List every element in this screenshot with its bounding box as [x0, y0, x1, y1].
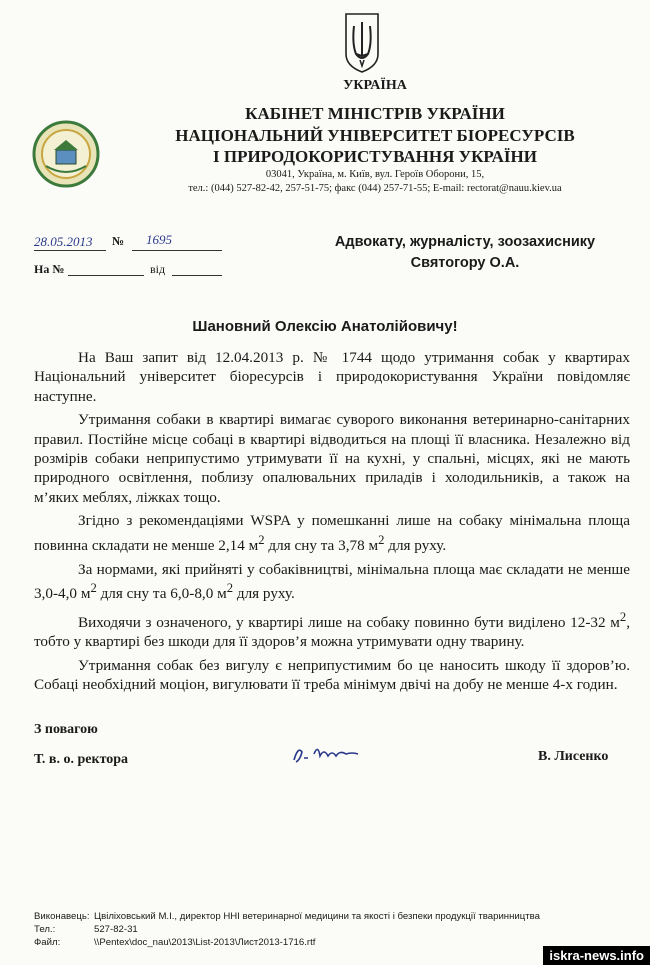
- signer-name: В. Лисенко: [538, 749, 609, 764]
- file-label: Файл:: [34, 937, 61, 948]
- university-title-line1: НАЦІОНАЛЬНИЙ УНІВЕРСИТЕТ БІОРЕСУРСІВ: [175, 126, 575, 145]
- footer: [34, 910, 540, 949]
- recipient-block: [300, 232, 630, 274]
- greeting: Шановний Олексію Анатолійовичу!: [192, 318, 458, 335]
- university-address: 03041, Україна, м. Київ, вул. Героїв Оборони, 15,: [265, 169, 485, 180]
- regards: З повагою: [34, 722, 98, 737]
- phone-label: Тел.:: [34, 924, 56, 935]
- paragraph-3: Згідно з рекомендаціями WSPA у помешканні лише на собаку мінімальна площа повинна складати не менше 2,14 $м^2$ для сну та 3,78 $м^2$ для руху.: [34, 512, 630, 554]
- letter-body: [34, 348, 630, 699]
- paragraph-6: Утримання собак без вигулу є неприпустимим бо це наносить шкоду її здоров’ю. Собаці необхідний моціон, вигулювати її треба мінімум двічі на добу не менше 4-х годин.: [34, 656, 630, 694]
- outgoing-number: 1695: [146, 232, 172, 247]
- recipient-name: Святогору О.А.: [410, 255, 520, 271]
- number-label: №: [112, 234, 125, 248]
- executor: Цвіліховський М.І., директор ННІ ветеринарної медицини та якості і безпеки продукції тваринництва: [94, 911, 540, 922]
- university-seal-icon: [32, 120, 100, 188]
- executor-label: Виконавець:: [34, 911, 90, 922]
- watermark: iskra-news.info: [543, 946, 650, 965]
- paragraph-2: Утримання собаки в квартирі вимагає суворого виконання ветеринарно-санітарних правил. Постійне місце собаці в квартирі відводиться на площі її власника. Незалежно від розмірів собаки неприпустимо утримувати її на кухні, у спальні, місцях, які не мають природного освітлення, поблизу опалювальних приладів і холодильників, а також на м’яких меблях, ліжках тощо.: [34, 411, 630, 506]
- from-label: від: [150, 262, 166, 276]
- file-path: \\Pentex\doc_nau\2013\List-2013\Лист2013-1716.rtf: [94, 937, 316, 948]
- cabinet-title: КАБІНЕТ МІНІСТРІВ УКРАЇНИ: [245, 104, 505, 123]
- university-title-line2: І ПРИРОДОКОРИСТУВАННЯ УКРАЇНИ: [213, 147, 537, 166]
- paragraph-1: На Ваш запит від 12.04.2013 р. № 1744 щодо утримання собак у квартирах Національний університет біоресурсів і природокористування України повідомляє наступне.: [34, 349, 630, 405]
- phone: 527-82-31: [94, 924, 138, 935]
- outgoing-date: 28.05.2013: [34, 234, 93, 249]
- signature-icon: [290, 742, 362, 766]
- trident-icon: [340, 10, 384, 74]
- signer-position: Т. в. о. ректора: [34, 752, 129, 767]
- recipient-title: Адвокату, журналісту, зоозахиснику: [334, 234, 596, 250]
- in-reply-label: На №: [34, 262, 65, 276]
- paragraph-5: Виходячи з означеного, у квартирі лише на собаку повинно бути виділено 12-32 $м^2$, тобто у квартирі без шкоди для її здоров’я можна утримувати одну тварину.: [34, 609, 630, 651]
- university-contacts: тел.: (044) 527-82-42, 257-51-75; факс (044) 257-71-55; E-mail: rectorat@nauu.kiev.ua: [188, 183, 562, 194]
- country-title: УКРАЇНА: [343, 78, 407, 93]
- paragraph-4: За нормами, які прийняті у собаківництві, мінімальна площа має складати не менше 3,0-4,0 $м^2$ для сну та 6,0-8,0 $м^2$ для руху.: [34, 560, 630, 602]
